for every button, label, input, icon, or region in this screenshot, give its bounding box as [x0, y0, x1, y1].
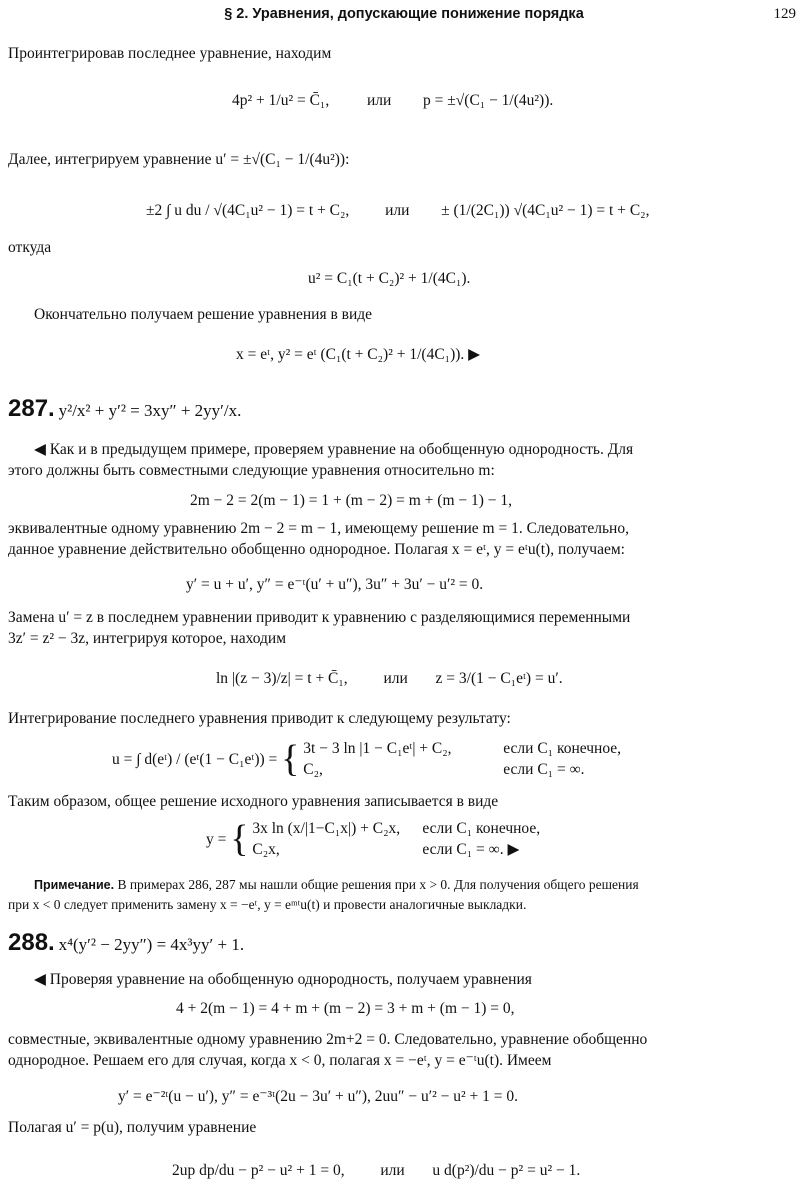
eq-or: или: [380, 1162, 405, 1179]
eq-left: u = ∫ d(eᵗ) / (eᵗ(1 − C₁eᵗ)) =: [112, 750, 278, 768]
eq-right: p = ±√(C₁ − 1/(4u²)).: [423, 92, 554, 109]
equation-1: [232, 90, 553, 112]
note-line: [8, 876, 808, 894]
running-header: [0, 6, 808, 28]
cond-1: если C₁ конечное,: [422, 820, 541, 837]
note-line: при x < 0 следует применить замену x = −eᵗ, y = eᵐᵗu(t) и провести аналогичные выкладки.: [8, 897, 527, 912]
equation-2: [146, 200, 649, 222]
eq-left: ln |(z − 3)/z| = t + C̄₁,: [216, 670, 348, 687]
paragraph-line: однородное. Решаем его для случая, когда x < 0, полагая x = −eᵗ, y = e⁻ᵗu(t). Имеем: [8, 1052, 552, 1069]
cases: [252, 818, 540, 860]
section-title: § 2. Уравнения, допускающие понижение порядка: [224, 6, 584, 22]
paragraph-line: эквивалентные одному уравнению 2m − 2 = m − 1, имеющему решение m = 1. Следовательно,: [8, 520, 629, 537]
equation-11: y′ = e⁻²ᵗ(u − u′), y″ = e⁻³ᵗ(2u − 3u′ + u″), 2uu″ − u′² − u² + 1 = 0.: [118, 1088, 519, 1105]
equation-3: u² = C₁(t + C₂)² + 1/(4C₁).: [308, 270, 471, 287]
equation-7: [216, 668, 563, 690]
problem-287: [8, 395, 242, 423]
cond-2: если C₁ = ∞.: [503, 761, 585, 778]
paragraph-line: ◀ Как и в предыдущем примере, проверяем уравнение на обобщенную однородность. Для: [34, 441, 634, 458]
eq-right: z = 3/(1 − C₁eᵗ) = u′.: [435, 670, 563, 687]
problem-equation: x⁴(y′² − 2yy″) = 4x³yy′ + 1.: [58, 935, 245, 954]
paragraph-line: совместные, эквивалентные одному уравнению 2m+2 = 0. Следовательно, уравнение обобщенно: [8, 1031, 648, 1048]
equation-9: [206, 818, 540, 860]
paragraph-line: Проинтегрировав последнее уравнение, находим: [8, 45, 332, 62]
paragraph-line: откуда: [8, 239, 52, 256]
case-1: 3x ln (x/|1−C₁x|) + C₂x,: [252, 820, 401, 837]
cases: [303, 738, 621, 780]
problem-equation: y²/x² + y′² = 3xy″ + 2yy′/x.: [58, 401, 242, 420]
note-label: Примечание.: [34, 878, 115, 892]
case-2: C₂x,: [252, 841, 280, 858]
problem-288: [8, 929, 245, 957]
paragraph-line: ◀ Проверяя уравнение на обобщенную однородность, получаем уравнения: [34, 971, 532, 988]
paragraph-line: Далее, интегрируем уравнение u′ = ±√(C₁ − 1/(4u²)):: [8, 151, 350, 168]
page-number: 129: [773, 6, 796, 22]
equation-4: x = eᵗ, y² = eᵗ (C₁(t + C₂)² + 1/(4C₁)). ▶: [236, 346, 481, 363]
paragraph-line: Таким образом, общее решение исходного уравнения записывается в виде: [8, 793, 499, 810]
eq-right: u d(p²)/du − p² = u² − 1.: [432, 1162, 581, 1179]
eq-left: 2up dp/du − p² − u² + 1 = 0,: [172, 1162, 345, 1179]
paragraph-line: данное уравнение действительно обобщенно однородное. Полагая x = eᵗ, y = eᵗu(t), получаем:: [8, 541, 625, 558]
paragraph-line: Замена u′ = z в последнем уравнении приводит к уравнению с разделяющимися переменными: [8, 609, 631, 626]
left-brace: {: [281, 738, 300, 780]
case-2: C₂,: [303, 761, 323, 778]
note-text: В примерах 286, 287 мы нашли общие решения при x > 0. Для получения общего решения: [117, 877, 639, 892]
eq-left: y =: [206, 830, 227, 848]
eq-or: или: [366, 92, 392, 109]
left-brace: {: [230, 818, 249, 860]
eq-or: или: [383, 670, 408, 687]
equation-6: y′ = u + u′, y″ = e⁻ᵗ(u′ + u″), 3u″ + 3u′ − u′² = 0.: [186, 576, 484, 593]
paragraph-line: Интегрирование последнего уравнения приводит к следующему результату:: [8, 710, 511, 727]
paragraph-line: 3z′ = z² − 3z, интегрируя которое, находим: [8, 630, 287, 647]
problem-number: 287.: [8, 395, 55, 422]
eq-right: ± (1/(2C₁)) √(4C₁u² − 1) = t + C₂,: [441, 202, 650, 219]
equation-10: 4 + 2(m − 1) = 4 + m + (m − 2) = 3 + m + (m − 1) = 0,: [176, 1000, 515, 1017]
cond-1: если C₁ конечное,: [503, 740, 622, 757]
eq-left: 4p² + 1/u² = C̄₁,: [232, 92, 330, 109]
eq-left: ±2 ∫ u du / √(4C₁u² − 1) = t + C₂,: [146, 202, 350, 219]
case-1: 3t − 3 ln |1 − C₁eᵗ| + C₂,: [303, 740, 452, 757]
equation-12: [172, 1160, 580, 1182]
cond-2: если C₁ = ∞. ▶: [422, 841, 520, 858]
paragraph-line: Полагая u′ = p(u), получим уравнение: [8, 1119, 257, 1136]
problem-number: 288.: [8, 929, 55, 956]
equation-5: 2m − 2 = 2(m − 1) = 1 + (m − 2) = m + (m − 1) − 1,: [190, 492, 513, 509]
paragraph-line: этого должны быть совместными следующие уравнения относительно m:: [8, 462, 495, 479]
eq-or: или: [385, 202, 410, 219]
paragraph-line: Окончательно получаем решение уравнения в виде: [34, 306, 373, 323]
equation-8: [112, 738, 621, 780]
